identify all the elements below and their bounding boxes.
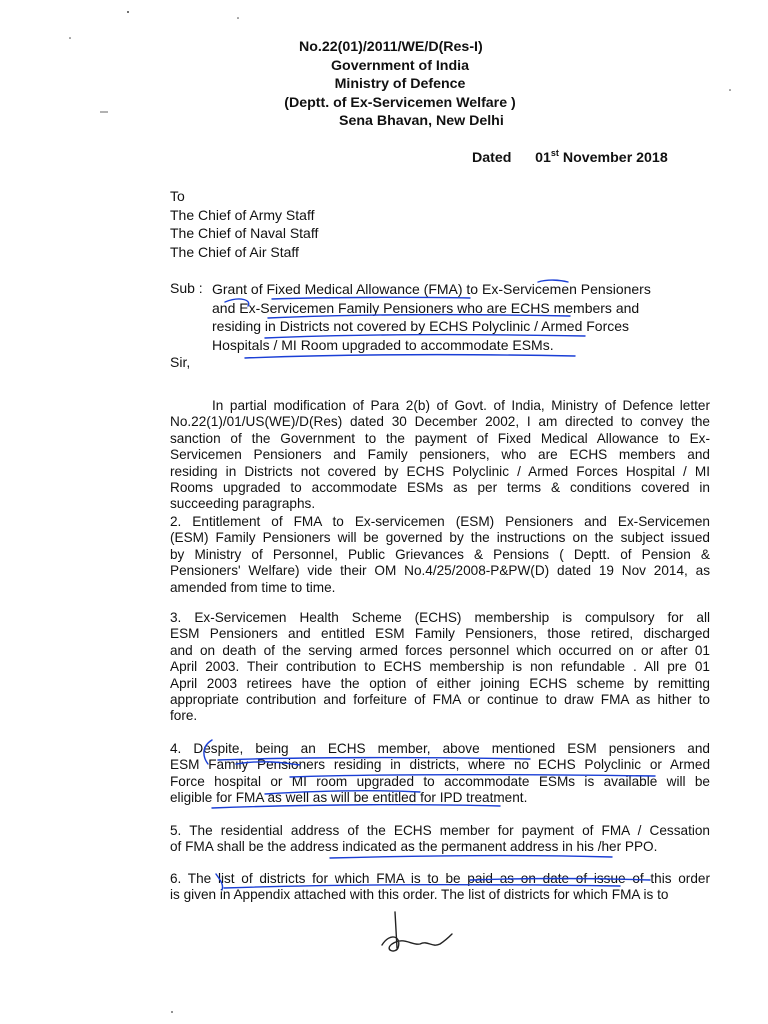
file-number: No.22(01)/2011/WE/D(Res-I) bbox=[299, 39, 483, 55]
paragraph-line: of FMA shall be the address indicated as the permanent address in his /her PPO. bbox=[170, 839, 658, 855]
pen-underline bbox=[245, 355, 575, 358]
salutation: Sir, bbox=[170, 354, 191, 370]
subject-line: residing in Districts not covered by ECHS Polyclinic / Armed Forces bbox=[212, 318, 630, 335]
date-label: Dated bbox=[472, 150, 512, 166]
paragraph-2 bbox=[170, 514, 710, 596]
subject-line: Grant of Fixed Medical Allowance (FMA) to Ex-Servicemen Pensioners bbox=[212, 281, 651, 297]
addressee-air: The Chief of Air Staff bbox=[170, 243, 299, 260]
paragraph-line: residing in Districts not covered by ECHS Polyclinic / Armed Forces Hospital / MI bbox=[170, 463, 710, 479]
paragraph-line: 4. Despite, being an ECHS member, above mentioned ESM pensioners and bbox=[170, 741, 710, 756]
date-suffix: st bbox=[550, 148, 559, 158]
paragraph-1 bbox=[170, 398, 710, 513]
scan-speck bbox=[171, 1011, 173, 1013]
subject-text bbox=[212, 280, 672, 354]
paragraph-line: 2. Entitlement of FMA to Ex-servicemen (ESM) Pensioners and Ex-Servicemen bbox=[170, 514, 710, 529]
addressee-block bbox=[170, 187, 318, 261]
paragraph-line: eligible for FMA as well as will be entitled for IPD treatment. bbox=[170, 790, 528, 806]
scan-speck bbox=[237, 17, 239, 19]
paragraph-line: April 2003. Their contribution to ECHS membership is non refundable . All pre 01 bbox=[170, 659, 710, 675]
subject-line: Hospitals / MI Room upgraded to accommodate ESMs. bbox=[212, 336, 554, 353]
paragraph-line: ESM Pensioners and entitled ESM Family Pensioners, those retired, discharged bbox=[170, 626, 710, 642]
government-line: Government of India bbox=[331, 57, 469, 74]
paragraph-line: Servicemen Pensioners and Family pensioners, who are ECHS members and bbox=[170, 447, 710, 463]
paragraph-line: Rooms upgraded to accommodate ESMs as per terms & conditions covered in bbox=[170, 480, 710, 496]
date-day: 01 bbox=[535, 150, 551, 166]
scan-speck bbox=[729, 89, 731, 91]
paragraph-line: 3. Ex-Servicemen Health Scheme (ECHS) membership is compulsory for all bbox=[170, 610, 710, 625]
letter-header bbox=[270, 38, 530, 131]
subject-line: and Ex-Servicemen Family Pensioners who are ECHS members and bbox=[212, 299, 640, 316]
paragraph-line: Pensioners' Welfare) vide their OM No.4/25/2008-P&PW(D) dated 19 Nov 2014, as bbox=[170, 563, 710, 579]
paragraph-line: sanction of the Government to the payment of Fixed Medical Allowance to Ex- bbox=[170, 430, 710, 446]
ministry-line: Ministry of Defence bbox=[334, 76, 466, 92]
paragraph-5 bbox=[170, 823, 710, 856]
paragraph-line: In partial modification of Para 2(b) of Govt. of India, Ministry of Defence letter bbox=[212, 398, 710, 413]
signature-mark bbox=[395, 912, 397, 948]
paragraph-line: by Ministry of Personnel, Public Grievances & Pensions ( Deptt. of Pension & bbox=[170, 546, 710, 562]
department-line: (Deptt. of Ex-Servicemen Welfare ) bbox=[284, 94, 516, 111]
paragraph-line: succeeding paragraphs. bbox=[170, 496, 316, 512]
addressee-navy: The Chief of Naval Staff bbox=[170, 225, 319, 242]
paragraph-6 bbox=[170, 871, 710, 904]
subject-label: Sub : bbox=[170, 280, 203, 296]
addressee-army: The Chief of Army Staff bbox=[170, 206, 315, 223]
paragraph-line: 5. The residential address of the ECHS member for payment of FMA / Cessation bbox=[170, 823, 710, 838]
paragraph-line: No.22(1)/01/US(WE)/D(Res) dated 30 December 2002, I am directed to convey the bbox=[170, 414, 710, 430]
scan-speck bbox=[69, 37, 71, 39]
date-line bbox=[472, 148, 668, 166]
signature-mark bbox=[382, 934, 452, 951]
pen-underline bbox=[330, 856, 612, 858]
paragraph-line: amended from time to time. bbox=[170, 579, 336, 595]
scan-speck bbox=[127, 11, 129, 13]
paragraph-line: ESM Family Pensioners residing in districts, where no ECHS Polyclinic or Armed bbox=[170, 757, 710, 773]
paragraph-line: April 2003 retirees have the option of either joining ECHS scheme by remitting bbox=[170, 675, 710, 691]
to-label: To bbox=[170, 188, 185, 204]
office-address: Sena Bhavan, New Delhi bbox=[339, 113, 504, 129]
paragraph-3 bbox=[170, 610, 710, 725]
paragraph-line: fore. bbox=[170, 708, 198, 724]
paragraph-4 bbox=[170, 741, 710, 807]
paragraph-line: and on death of the serving armed forces personnel which occurred on or after 01 bbox=[170, 642, 710, 658]
paragraph-line: appropriate contribution and forfeiture of FMA or continue to draw FMA as hither to bbox=[170, 692, 710, 708]
date-rest: November 2018 bbox=[562, 150, 668, 166]
paragraph-line: is given in Appendix attached with this order. The list of districts for which FMA is to bbox=[170, 887, 669, 903]
paragraph-line: Force hospital or MI room upgraded to accommodate ESMs is available will be bbox=[170, 773, 710, 789]
paragraph-line: (ESM) Family Pensioners will be governed by the instructions on the subject issued bbox=[170, 530, 710, 546]
paragraph-line: 6. The list of districts for which FMA is to be paid as on date of issue of this order bbox=[170, 871, 710, 886]
